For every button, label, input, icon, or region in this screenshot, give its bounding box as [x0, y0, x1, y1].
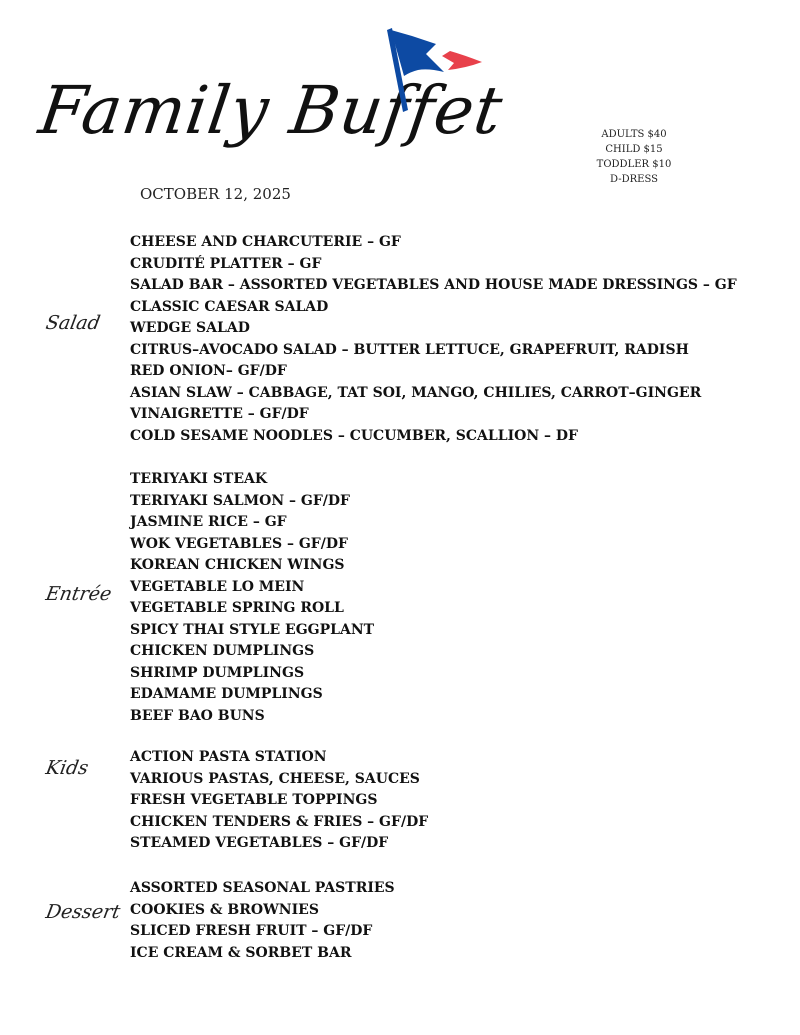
- price-child: CHILD $15: [605, 144, 663, 155]
- list-item: CLASSIC CAESAR SALAD: [130, 298, 329, 315]
- dress-code: D-DRESS: [610, 174, 658, 185]
- list-item: SLICED FRESH FRUIT – GF/DF: [130, 923, 373, 939]
- list-item: CHEESE AND CHARCUTERIE – GF: [130, 234, 401, 250]
- list-item: SALAD BAR – ASSORTED VEGETABLES AND HOUSE MADE DRESSINGS – GF: [130, 277, 737, 293]
- event-date: OCTOBER 12, 2025: [140, 185, 291, 203]
- list-item: ICE CREAM & SORBET BAR: [130, 944, 352, 961]
- list-item: FRESH VEGETABLE TOPPINGS: [130, 792, 378, 808]
- list-item: SHRIMP DUMPLINGS: [130, 664, 305, 681]
- list-item: SPICY THAI STYLE EGGPLANT: [130, 621, 375, 638]
- list-item: VEGETABLE LO MEIN: [130, 578, 305, 595]
- entree-list: [130, 469, 374, 727]
- list-item: TERIYAKI STEAK: [130, 471, 268, 487]
- list-item: BEEF BAO BUNS: [130, 707, 265, 724]
- salad-list: [130, 232, 737, 447]
- list-item: VEGETABLE SPRING ROLL: [130, 600, 344, 616]
- section-label-salad: Salad: [44, 312, 102, 334]
- list-item: CITRUS–AVOCADO SALAD – BUTTER LETTUCE, GRAPEFRUIT, RADISH: [130, 341, 689, 358]
- list-item: VINAIGRETTE – GF/DF: [130, 406, 309, 422]
- list-item: ASSORTED SEASONAL PASTRIES: [130, 880, 395, 896]
- dessert-list: [130, 878, 395, 964]
- list-item: RED ONION– GF/DF: [130, 363, 287, 379]
- section-label-kids: Kids: [44, 757, 91, 779]
- menu-title: Family Buffet: [34, 72, 508, 149]
- list-item: KOREAN CHICKEN WINGS: [130, 557, 345, 573]
- pricing-block: [586, 127, 682, 187]
- price-adults: ADULTS $40: [601, 129, 667, 140]
- list-item: WOK VEGETABLES – GF/DF: [130, 535, 348, 552]
- list-item: ASIAN SLAW – CABBAGE, TAT SOI, MANGO, CHILIES, CARROT–GINGER: [130, 384, 702, 401]
- list-item: CHICKEN TENDERS & FRIES – GF/DF: [130, 813, 429, 830]
- price-toddler: TODDLER $10: [596, 159, 672, 170]
- list-item: TERIYAKI SALMON – GF/DF: [130, 492, 350, 509]
- list-item: JASMINE RICE – GF: [130, 514, 287, 530]
- kids-list: [130, 747, 428, 855]
- burgee-flag-icon: [384, 24, 488, 114]
- list-item: EDAMAME DUMPLINGS: [130, 686, 323, 702]
- list-item: ACTION PASTA STATION: [130, 749, 327, 765]
- list-item: COOKIES & BROWNIES: [130, 901, 319, 918]
- list-item: VARIOUS PASTAS, CHEESE, SAUCES: [130, 770, 420, 787]
- list-item: WEDGE SALAD: [130, 320, 250, 336]
- list-item: CHICKEN DUMPLINGS: [130, 643, 315, 659]
- list-item: STEAMED VEGETABLES – GF/DF: [130, 835, 389, 851]
- list-item: CRUDITÉ PLATTER – GF: [130, 255, 322, 272]
- section-label-dessert: Dessert: [44, 901, 122, 923]
- list-item: COLD SESAME NOODLES – CUCUMBER, SCALLION – DF: [130, 427, 578, 444]
- section-label-entree: Entrée: [44, 583, 114, 605]
